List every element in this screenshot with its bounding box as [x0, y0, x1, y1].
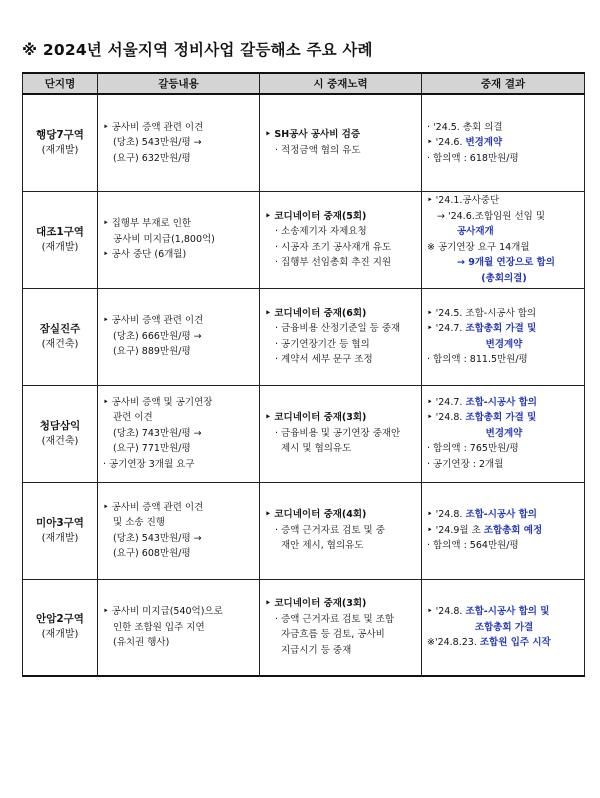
result-line [427, 604, 581, 620]
result-text: ‣ '24.6. [427, 137, 466, 148]
result-highlight: (총회의결) [481, 272, 527, 284]
result-cell [422, 385, 585, 482]
result-highlight: 조합총회 가결 및 [465, 323, 537, 334]
conflict-cell [98, 191, 260, 288]
conflict-line: (요구) 889만원/평 [113, 346, 191, 358]
conflict-line: ‣ 공사비 증액 및 공기연장 [103, 396, 213, 408]
site-type: (재개발) [41, 241, 79, 253]
effort-cell [260, 94, 422, 191]
effort-line: · 금융비용 산정기준일 등 중재 [275, 323, 401, 334]
result-line: · 합의액 : 564만원/평 [427, 540, 519, 552]
conflict-line: (당초) 543만원/평 → [113, 532, 202, 544]
result-text: ‣ '24.9월 초 [427, 524, 484, 536]
site-name: 청담삼익 [39, 419, 81, 432]
effort-line: ‣ 코디네이터 중재(6회) [265, 307, 367, 319]
result-line [427, 507, 581, 523]
site-name: 안암2구역 [36, 613, 84, 626]
conflict-line: (유치권 행사) [113, 637, 170, 648]
result-cell [422, 94, 585, 191]
conflict-line: ‣ 공사 중단 (6개월) [103, 249, 187, 261]
effort-line: · 집행부 선임총회 추진 지원 [275, 257, 392, 268]
conflict-cell [98, 288, 260, 385]
result-line [427, 410, 581, 426]
result-text: ‣ '24.8. [427, 606, 466, 617]
result-highlight: 변경계약 [485, 338, 523, 350]
site-name: 잠실진주 [39, 322, 81, 335]
result-line: ※ 공기연장 요구 14개월 [427, 241, 530, 253]
table-row [23, 482, 585, 579]
conflict-line: 인한 조합원 입주 지연 [113, 621, 205, 633]
site-cell [23, 579, 98, 676]
document-title: ※ 2024년 서울지역 정비사업 갈등해소 주요 사례 [22, 41, 373, 59]
conflict-line: ‣ 공사비 미지급(540억)으로 [103, 606, 223, 617]
effort-line: 제시 및 협의유도 [281, 443, 352, 455]
result-highlight: 조합총회 예정 [483, 524, 543, 536]
effort-line: · 적정금액 협의 유도 [275, 144, 361, 156]
result-line: ‣ '24.5. 조합-시공사 합의 [427, 307, 537, 319]
effort-cell [260, 579, 422, 676]
conflict-line: ‣ 집행부 부재로 인한 [103, 218, 192, 230]
effort-cell [260, 288, 422, 385]
result-cell [422, 579, 585, 676]
result-highlight: 조합총회 가결 [474, 621, 534, 633]
site-cell [23, 94, 98, 191]
effort-line: ‣ 코디네이터 중재(3회) [265, 598, 367, 610]
result-highlight: 변경계약 [485, 427, 523, 439]
site-type: (재개발) [41, 532, 79, 544]
site-cell [23, 288, 98, 385]
effort-line: · 계약서 세부 문구 조정 [275, 354, 373, 365]
result-line: · 합의액 : 765만원/평 [427, 443, 519, 455]
result-text: ‣ '24.8. [427, 509, 466, 521]
site-type: (재개발) [41, 629, 79, 641]
site-type: (재건축) [41, 338, 79, 350]
result-line [427, 523, 581, 539]
site-cell [23, 385, 98, 482]
header-city-effort: 시 중재노력 [260, 73, 422, 94]
conflict-cell [98, 579, 260, 676]
result-line [427, 321, 581, 337]
result-text: ‣ '24.7. [427, 323, 466, 334]
conflict-line: (당초) 543만원/평 → [113, 137, 202, 148]
table-row [23, 288, 585, 385]
site-type: (재건축) [41, 435, 79, 447]
effort-cell [260, 385, 422, 482]
result-highlight: 조합총회 가결 및 [465, 412, 537, 424]
effort-line: · 금융비용 및 공기연장 중재안 [275, 427, 401, 439]
effort-line: 자금흐름 등 검토, 공사비 [281, 629, 385, 641]
effort-line: ‣ 코디네이터 중재(4회) [265, 509, 367, 521]
effort-line: ‣ SH공사 공사비 검증 [265, 129, 361, 141]
effort-cell [260, 482, 422, 579]
site-name: 미아3구역 [36, 516, 84, 529]
result-line: → '24.6.조합임원 선임 및 [437, 210, 546, 222]
result-highlight: 공사재개 [457, 226, 494, 237]
header-site-name: 단지명 [23, 73, 98, 94]
result-text: ※'24.8.23. [427, 637, 480, 648]
site-name: 행당7구역 [36, 128, 84, 141]
result-line: · '24.5. 총회 의결 [427, 121, 503, 133]
conflict-line: 관련 이견 [113, 412, 153, 424]
mediation-cases-table [22, 72, 585, 677]
conflict-line: (요구) 771만원/평 [113, 443, 191, 455]
effort-line: · 증액 근거자료 검토 및 조합 [275, 613, 395, 625]
conflict-cell [98, 94, 260, 191]
result-line: ‣ '24.1.공사중단 [427, 195, 500, 206]
result-text: ‣ '24.7. [427, 396, 466, 408]
result-line [427, 135, 581, 151]
result-highlight: 조합-시공사 합의 [465, 509, 537, 521]
header-conflict: 갈등내용 [98, 73, 260, 94]
result-line: · 합의액 : 618만원/평 [427, 152, 519, 164]
result-line: · 공기연장 : 2개월 [427, 458, 504, 470]
effort-line: · 소송제기자 자제요청 [275, 226, 367, 237]
effort-line: · 증액 근거자료 검토 및 중 [275, 524, 385, 536]
effort-cell [260, 191, 422, 288]
effort-line: 지급시기 등 중재 [281, 644, 352, 656]
site-cell [23, 191, 98, 288]
conflict-line: ‣ 공사비 증액 관련 이견 [103, 501, 204, 513]
conflict-line: 및 소송 진행 [113, 517, 165, 528]
result-highlight: 변경계약 [465, 137, 503, 148]
conflict-line: · 공기연장 3개월 요구 [103, 458, 195, 470]
result-text: ‣ '24.8. [427, 412, 466, 424]
result-cell [422, 482, 585, 579]
effort-line: · 공기연장기간 등 협의 [275, 338, 370, 350]
conflict-line: 공사비 미지급(1,800억) [113, 233, 215, 245]
table-row [23, 579, 585, 676]
result-line [427, 635, 581, 651]
result-cell [422, 191, 585, 288]
conflict-cell [98, 385, 260, 482]
table-row [23, 385, 585, 482]
table-header-row [23, 73, 585, 94]
conflict-line: (요구) 608만원/평 [113, 548, 191, 559]
result-highlight: 조합-시공사 합의 [465, 396, 537, 408]
result-highlight: 조합원 입주 시작 [479, 637, 551, 648]
effort-line: 재안 제시, 협의유도 [281, 540, 364, 552]
result-line [427, 395, 581, 411]
effort-line: ‣ 코디네이터 중재(3회) [265, 412, 367, 424]
result-cell [422, 288, 585, 385]
effort-line: ‣ 코디네이터 중재(5회) [265, 210, 367, 222]
effort-line: · 시공자 조기 공사재개 유도 [275, 241, 392, 253]
result-highlight: → 9개월 연장으로 합의 [457, 257, 555, 268]
conflict-line: (요구) 632만원/평 [113, 152, 191, 164]
site-cell [23, 482, 98, 579]
result-line: · 합의액 : 811.5만원/평 [427, 354, 528, 365]
conflict-line: ‣ 공사비 증액 관련 이견 [103, 121, 204, 133]
conflict-line: ‣ 공사비 증액 관련 이견 [103, 315, 204, 327]
site-type: (재개발) [41, 144, 79, 156]
conflict-cell [98, 482, 260, 579]
header-result: 중재 결과 [422, 73, 585, 94]
conflict-line: (당초) 666만원/평 → [113, 330, 202, 342]
table-row [23, 191, 585, 288]
table-row [23, 94, 585, 191]
result-highlight: 조합-시공사 합의 및 [465, 606, 550, 617]
conflict-line: (당초) 743만원/평 → [113, 427, 202, 439]
site-name: 대조1구역 [36, 225, 84, 238]
